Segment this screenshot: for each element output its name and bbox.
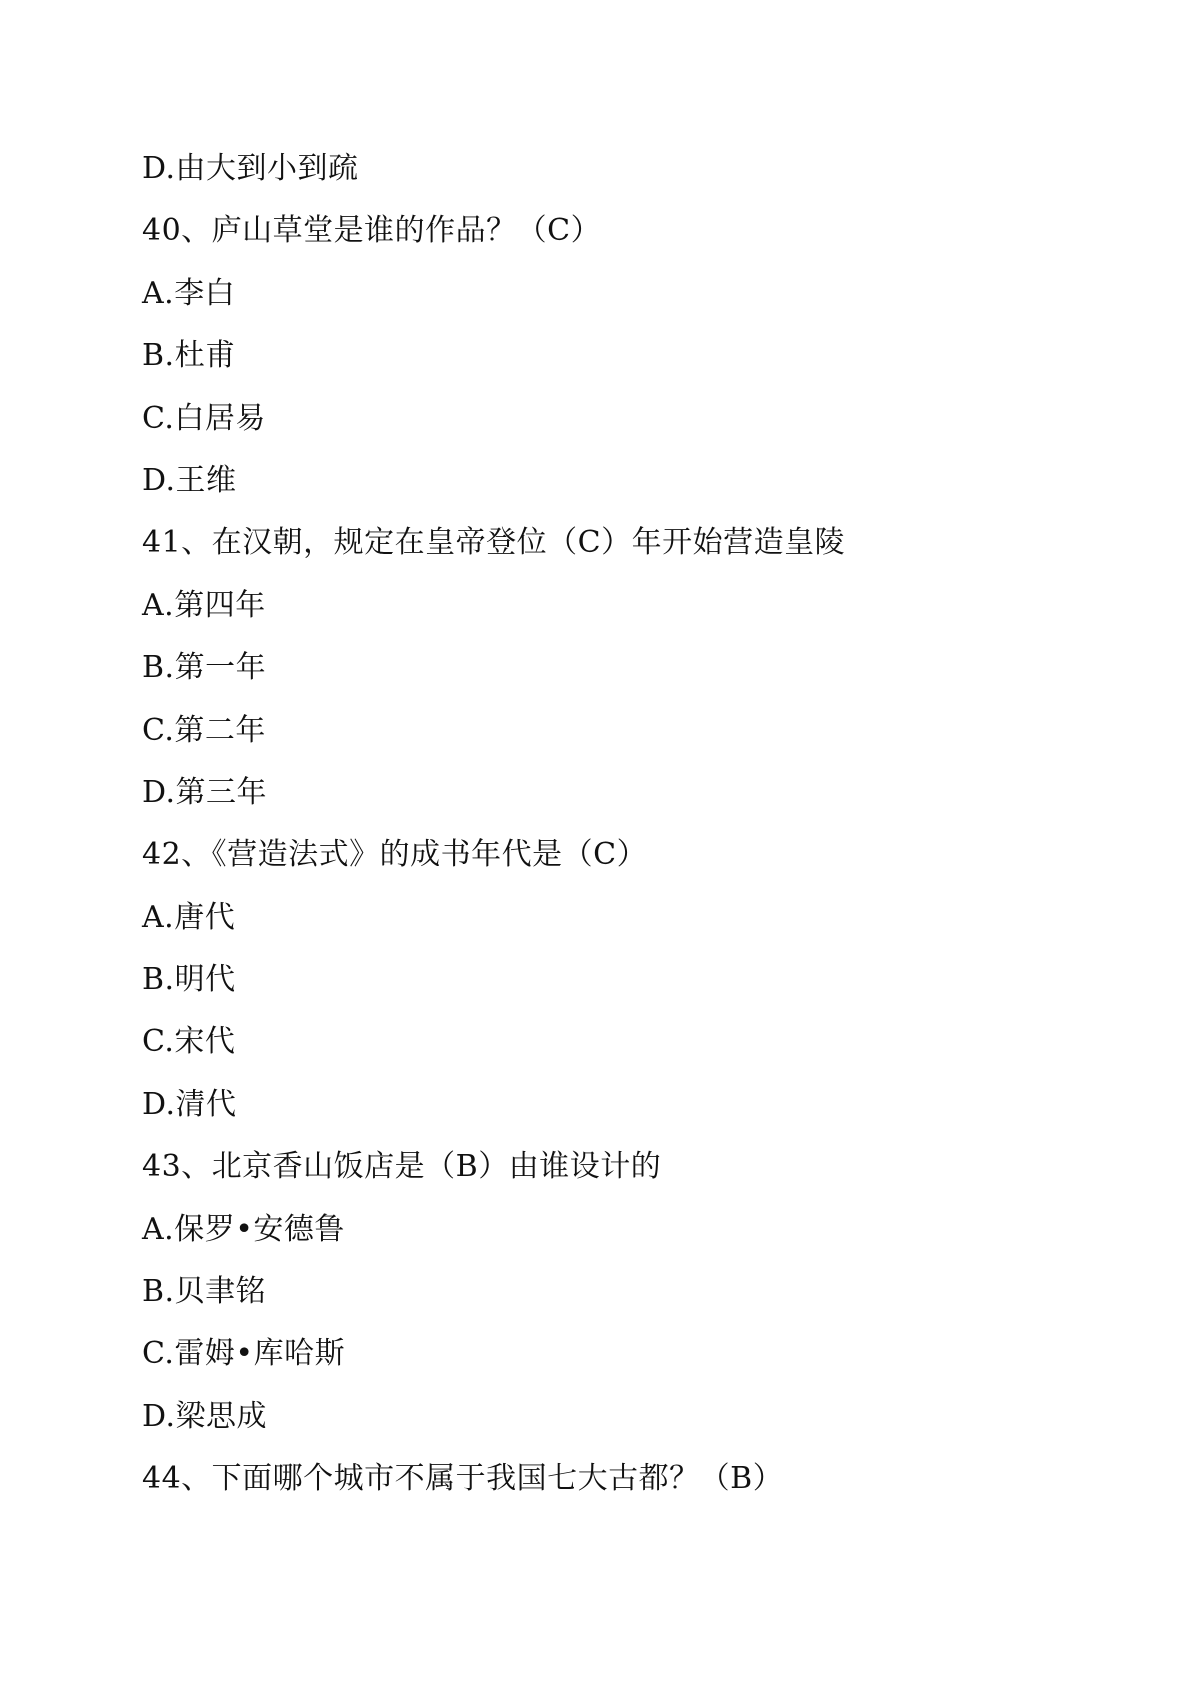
question-41: 41、在汉朝，规定在皇帝登位（C）年开始营造皇陵 xyxy=(142,525,846,561)
option-a-q43: A.保罗•安德鲁 xyxy=(142,1211,345,1247)
option-b-q41: B.第一年 xyxy=(142,650,267,686)
question-44: 44、下面哪个城市不属于我国七大古都？（B） xyxy=(142,1461,784,1497)
option-a-q42: A.唐代 xyxy=(142,899,236,935)
option-c-q42: C.宋代 xyxy=(142,1024,236,1060)
question-42: 42、《营造法式》的成书年代是（C） xyxy=(142,837,648,873)
option-b-q40: B.杜甫 xyxy=(142,338,236,374)
option-d-q40: D.王维 xyxy=(142,462,237,498)
option-d-q39: D.由大到小到疏 xyxy=(142,151,359,186)
option-c-q41: C.第二年 xyxy=(142,712,266,748)
option-b-q42: B.明代 xyxy=(142,962,236,998)
option-a-q40: A.李白 xyxy=(142,275,236,311)
question-40: 40、庐山草堂是谁的作品？（C） xyxy=(142,213,602,249)
option-d-q42: D.清代 xyxy=(142,1086,237,1122)
option-a-q41: A.第四年 xyxy=(142,587,266,623)
option-d-q43: D.梁思成 xyxy=(142,1398,268,1434)
question-43: 43、北京香山饭店是（B）由谁设计的 xyxy=(142,1149,662,1185)
document-body xyxy=(142,138,1102,1511)
option-d-q41: D.第三年 xyxy=(142,774,268,810)
option-c-q40: C.白居易 xyxy=(142,400,266,436)
option-c-q43: C.雷姆•库哈斯 xyxy=(142,1336,346,1372)
option-b-q43: B.贝聿铭 xyxy=(142,1274,267,1310)
